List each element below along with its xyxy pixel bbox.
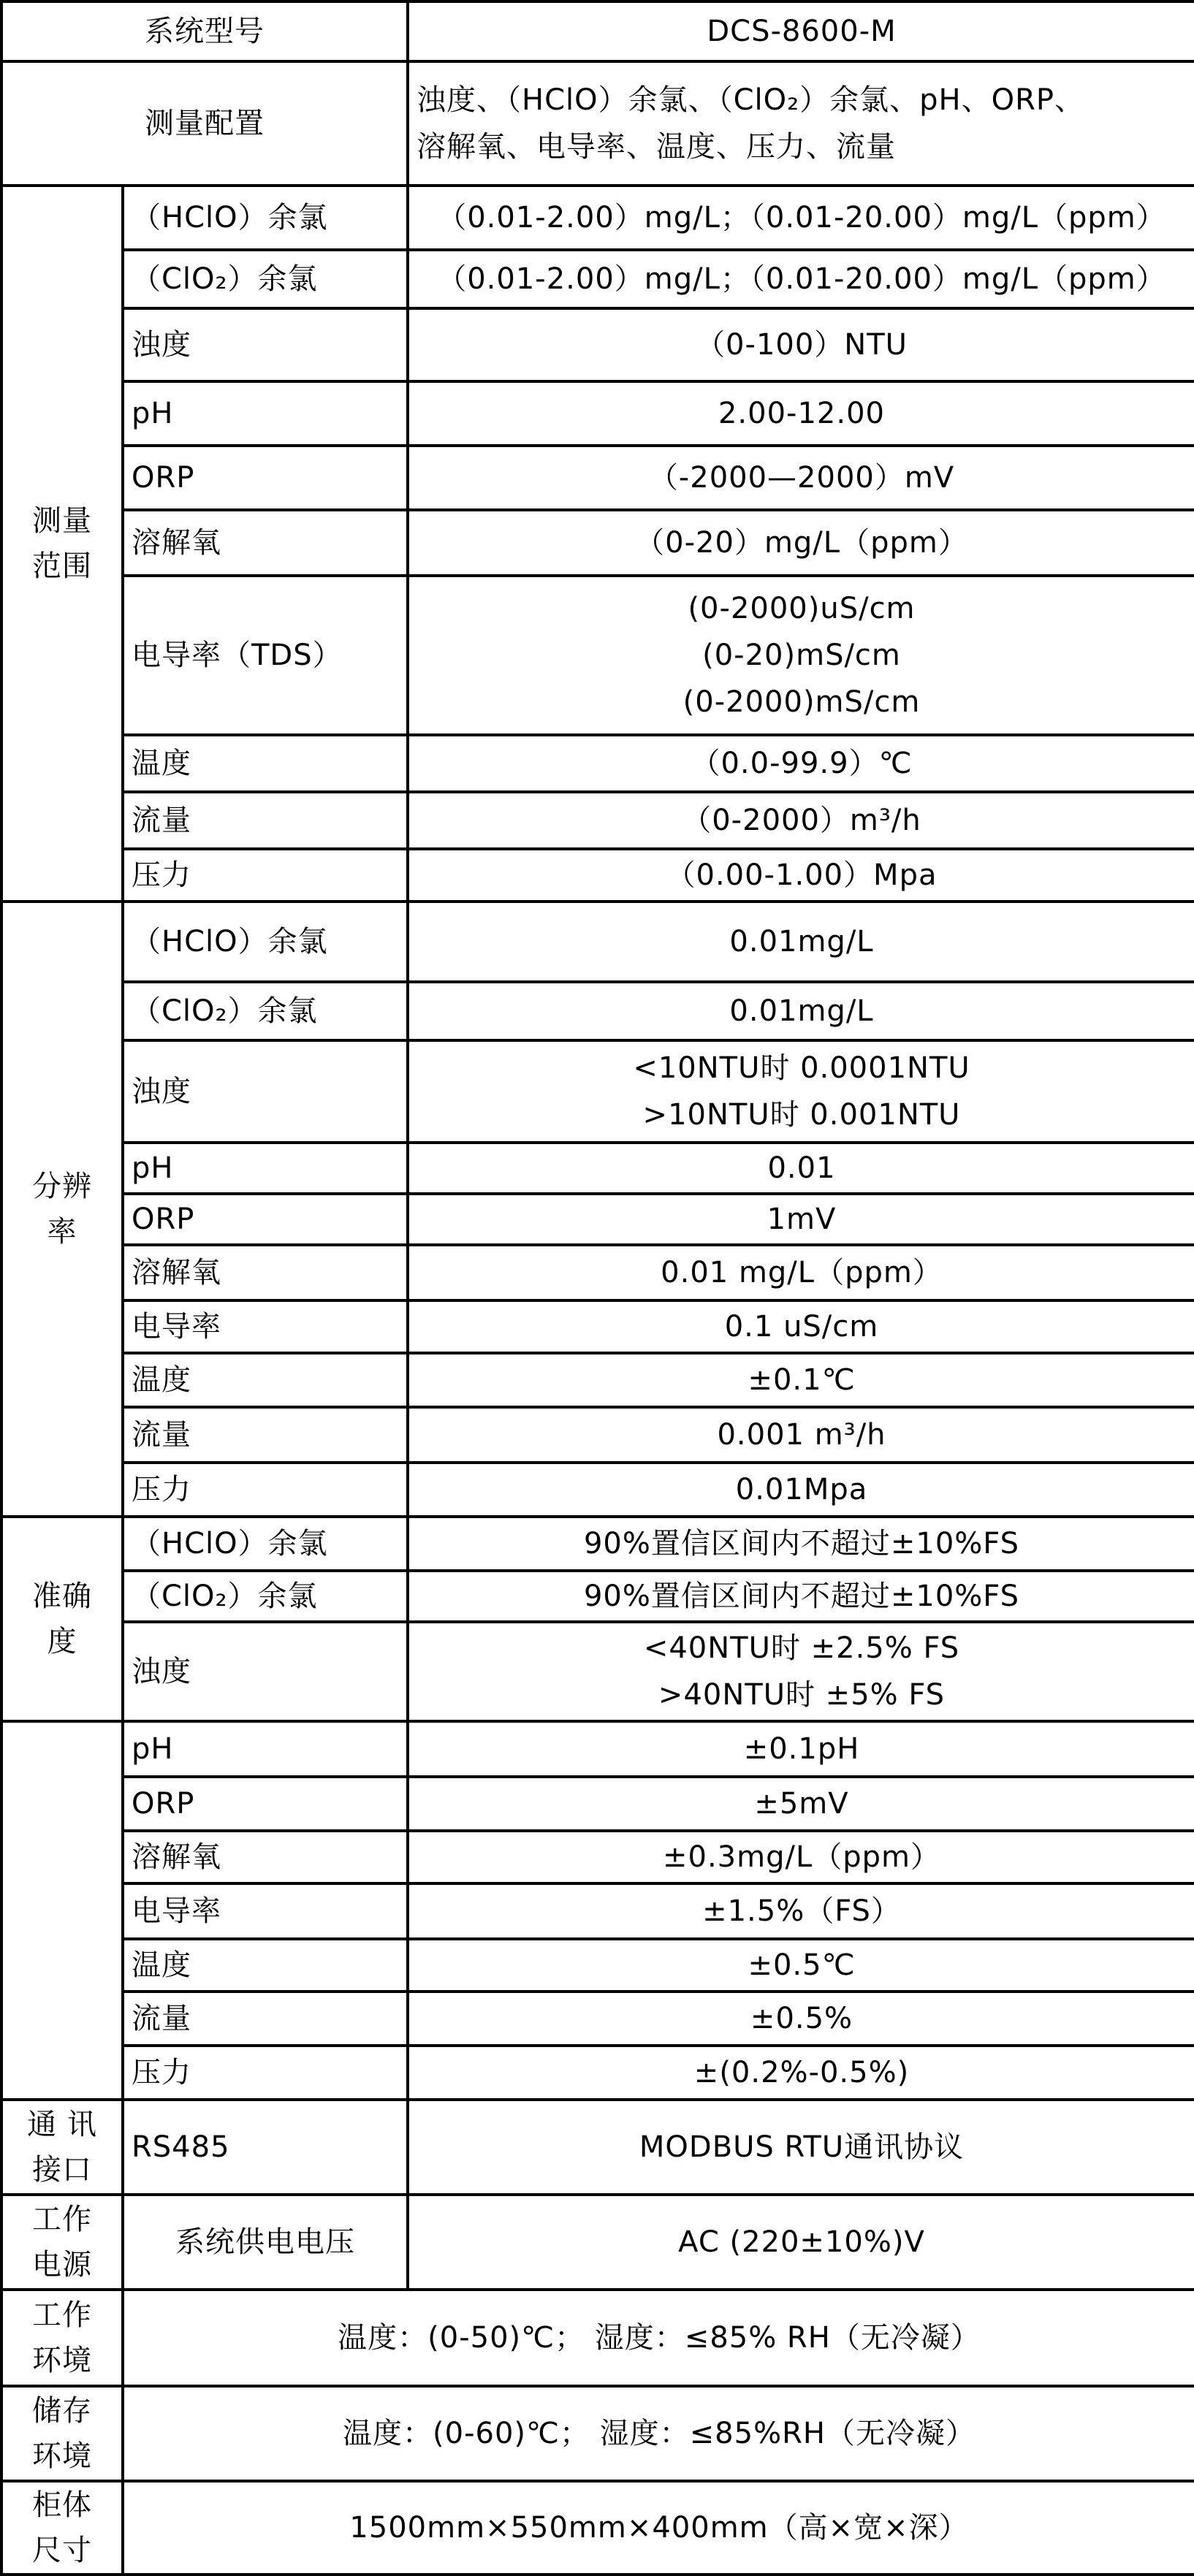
table-row bbox=[1, 510, 1194, 576]
param-value: ±0.5℃ bbox=[408, 1939, 1194, 1992]
storage-env-category bbox=[1, 2386, 123, 2481]
param-value: 1mV bbox=[408, 1194, 1194, 1245]
param-value: （0.0-99.9）℃ bbox=[408, 735, 1194, 792]
table-row bbox=[1, 2195, 1194, 2290]
table-row bbox=[1, 1353, 1194, 1407]
param-name: 溶解氧 bbox=[123, 1245, 408, 1300]
param-name: （ClO₂）余氯 bbox=[123, 250, 408, 308]
param-value: （-2000—2000）mV bbox=[408, 446, 1194, 510]
param-value: ±1.5%（FS） bbox=[408, 1883, 1194, 1939]
category-line: 尺寸 bbox=[32, 2534, 92, 2567]
param-name: 电导率 bbox=[123, 1300, 408, 1353]
table-row bbox=[1, 186, 1194, 250]
system-model-value: DCS-8600-M bbox=[408, 1, 1194, 61]
table-row bbox=[1, 1300, 1194, 1353]
param-value: 90%置信区间内不超过±10%FS bbox=[408, 1517, 1194, 1571]
param-value: 0.01mg/L bbox=[408, 982, 1194, 1040]
table-row bbox=[1, 1040, 1194, 1143]
category-line: 环境 bbox=[32, 2439, 92, 2473]
power-category bbox=[1, 2195, 123, 2290]
param-value: ±0.1℃ bbox=[408, 1353, 1194, 1407]
accuracy-category-continued bbox=[1, 1721, 123, 2100]
table-row bbox=[1, 1143, 1194, 1194]
table-row bbox=[1, 1939, 1194, 1992]
param-value: AC (220±10%)V bbox=[408, 2195, 1194, 2290]
param-name: 电导率（TDS） bbox=[123, 576, 408, 735]
param-value: ±0.5% bbox=[408, 1992, 1194, 2046]
table-row bbox=[1, 792, 1194, 849]
param-value bbox=[408, 1040, 1194, 1143]
table-row bbox=[1, 1517, 1194, 1571]
value-line: (0-20)mS/cm bbox=[702, 639, 901, 672]
param-value: 0.01Mpa bbox=[408, 1463, 1194, 1517]
param-value bbox=[408, 576, 1194, 735]
table-row bbox=[1, 250, 1194, 308]
param-name: 压力 bbox=[123, 2046, 408, 2100]
param-value: 1500mm×550mm×400mm（高×宽×深） bbox=[123, 2481, 1194, 2575]
table-row bbox=[1, 2046, 1194, 2100]
param-name: ORP bbox=[123, 446, 408, 510]
table-row bbox=[1, 1245, 1194, 1300]
value-line: <10NTU时 0.0001NTU bbox=[633, 1051, 970, 1085]
table-row bbox=[1, 1777, 1194, 1831]
value-line: (0-2000)uS/cm bbox=[688, 592, 916, 625]
param-name: 流量 bbox=[123, 792, 408, 849]
table-row bbox=[1, 61, 1194, 186]
param-value: 温度：(0-60)℃； 湿度：≤85%RH（无冷凝） bbox=[123, 2386, 1194, 2481]
category-line: 工作 bbox=[32, 2298, 92, 2332]
category-line: 率 bbox=[47, 1215, 77, 1249]
table-row bbox=[1, 308, 1194, 381]
param-name: 溶解氧 bbox=[123, 510, 408, 576]
param-name: ORP bbox=[123, 1194, 408, 1245]
param-value: 90%置信区间内不超过±10%FS bbox=[408, 1571, 1194, 1622]
param-name: 温度 bbox=[123, 1939, 408, 1992]
config-line: 溶解氧、电导率、温度、压力、流量 bbox=[417, 130, 896, 164]
category-line: 环境 bbox=[32, 2344, 92, 2377]
param-name: 流量 bbox=[123, 1407, 408, 1463]
param-value: ±0.1pH bbox=[408, 1721, 1194, 1777]
table-row bbox=[1, 735, 1194, 792]
value-line: >10NTU时 0.001NTU bbox=[642, 1098, 961, 1132]
param-name: 浊度 bbox=[123, 1040, 408, 1143]
param-name: 电导率 bbox=[123, 1883, 408, 1939]
comm-category bbox=[1, 2100, 123, 2195]
param-name: 压力 bbox=[123, 849, 408, 902]
param-name: 溶解氧 bbox=[123, 1831, 408, 1883]
table-row bbox=[1, 1883, 1194, 1939]
table-row bbox=[1, 2386, 1194, 2481]
table-row bbox=[1, 1571, 1194, 1622]
category-line: 接口 bbox=[32, 2153, 92, 2187]
range-category bbox=[1, 186, 123, 902]
config-value bbox=[408, 61, 1194, 186]
param-name: （HClO）余氯 bbox=[123, 186, 408, 250]
accuracy-category bbox=[1, 1517, 123, 1721]
table-row bbox=[1, 1721, 1194, 1777]
resolution-category bbox=[1, 902, 123, 1517]
value-line: (0-2000)mS/cm bbox=[682, 685, 921, 719]
table-row bbox=[1, 446, 1194, 510]
value-line: <40NTU时 ±2.5% FS bbox=[643, 1631, 960, 1665]
param-value bbox=[408, 1622, 1194, 1721]
category-line: 测量 bbox=[32, 504, 92, 538]
config-line: 浊度、（HClO）余氯、（ClO₂）余氯、pH、ORP、 bbox=[417, 83, 1085, 117]
param-value: ±(0.2%-0.5%) bbox=[408, 2046, 1194, 2100]
param-name: （HClO）余氯 bbox=[123, 1517, 408, 1571]
param-value: 温度：(0-50)℃； 湿度：≤85% RH（无冷凝） bbox=[123, 2290, 1194, 2386]
category-line: 柜体 bbox=[32, 2488, 92, 2522]
table-row bbox=[1, 1831, 1194, 1883]
table-row bbox=[1, 1992, 1194, 2046]
param-value: MODBUS RTU通讯协议 bbox=[408, 2100, 1194, 2195]
category-line: 度 bbox=[47, 1625, 77, 1658]
table-row bbox=[1, 1407, 1194, 1463]
param-name: 温度 bbox=[123, 1353, 408, 1407]
category-line: 储存 bbox=[32, 2394, 92, 2428]
category-line: 分辨 bbox=[32, 1170, 92, 1203]
param-value: 0.01 mg/L（ppm） bbox=[408, 1245, 1194, 1300]
system-model-label: 系统型号 bbox=[1, 1, 408, 61]
param-value: 0.1 uS/cm bbox=[408, 1300, 1194, 1353]
table-row bbox=[1, 1622, 1194, 1721]
category-line: 电源 bbox=[32, 2248, 92, 2282]
param-value: （0-100）NTU bbox=[408, 308, 1194, 381]
param-name: （HClO）余氯 bbox=[123, 902, 408, 982]
param-name: （ClO₂）余氯 bbox=[123, 1571, 408, 1622]
param-value: （0.01-2.00）mg/L；（0.01-20.00）mg/L（ppm） bbox=[408, 186, 1194, 250]
table-row bbox=[1, 982, 1194, 1040]
param-value: 0.01mg/L bbox=[408, 902, 1194, 982]
param-name: 温度 bbox=[123, 735, 408, 792]
param-value: ±0.3mg/L（ppm） bbox=[408, 1831, 1194, 1883]
table-row bbox=[1, 381, 1194, 446]
param-name: 压力 bbox=[123, 1463, 408, 1517]
param-value: （0.01-2.00）mg/L；（0.01-20.00）mg/L（ppm） bbox=[408, 250, 1194, 308]
param-name: pH bbox=[123, 1721, 408, 1777]
param-name: 流量 bbox=[123, 1992, 408, 2046]
table-row bbox=[1, 2290, 1194, 2386]
table-row bbox=[1, 849, 1194, 902]
param-value: （0.00-1.00）Mpa bbox=[408, 849, 1194, 902]
category-line: 范围 bbox=[32, 549, 92, 583]
table-row bbox=[1, 2100, 1194, 2195]
config-label: 测量配置 bbox=[1, 61, 408, 186]
param-name: pH bbox=[123, 381, 408, 446]
work-env-category bbox=[1, 2290, 123, 2386]
category-line: 准确 bbox=[32, 1579, 92, 1613]
value-line: >40NTU时 ±5% FS bbox=[658, 1678, 946, 1712]
param-value: （0-20）mg/L（ppm） bbox=[408, 510, 1194, 576]
category-line: 通 讯 bbox=[27, 2108, 97, 2141]
param-name: RS485 bbox=[123, 2100, 408, 2195]
param-name: ORP bbox=[123, 1777, 408, 1831]
category-line: 工作 bbox=[32, 2203, 92, 2236]
table-row bbox=[1, 902, 1194, 982]
param-name: 浊度 bbox=[123, 308, 408, 381]
table-row bbox=[1, 1463, 1194, 1517]
param-value: （0-2000）m³/h bbox=[408, 792, 1194, 849]
param-value: ±5mV bbox=[408, 1777, 1194, 1831]
param-value: 2.00-12.00 bbox=[408, 381, 1194, 446]
table-row bbox=[1, 576, 1194, 735]
table-row bbox=[1, 1194, 1194, 1245]
table-row bbox=[1, 1, 1194, 61]
param-name: （ClO₂）余氯 bbox=[123, 982, 408, 1040]
param-value: 0.01 bbox=[408, 1143, 1194, 1194]
param-name: 系统供电电压 bbox=[123, 2195, 408, 2290]
param-name: 浊度 bbox=[123, 1622, 408, 1721]
param-name: pH bbox=[123, 1143, 408, 1194]
param-value: 0.001 m³/h bbox=[408, 1407, 1194, 1463]
